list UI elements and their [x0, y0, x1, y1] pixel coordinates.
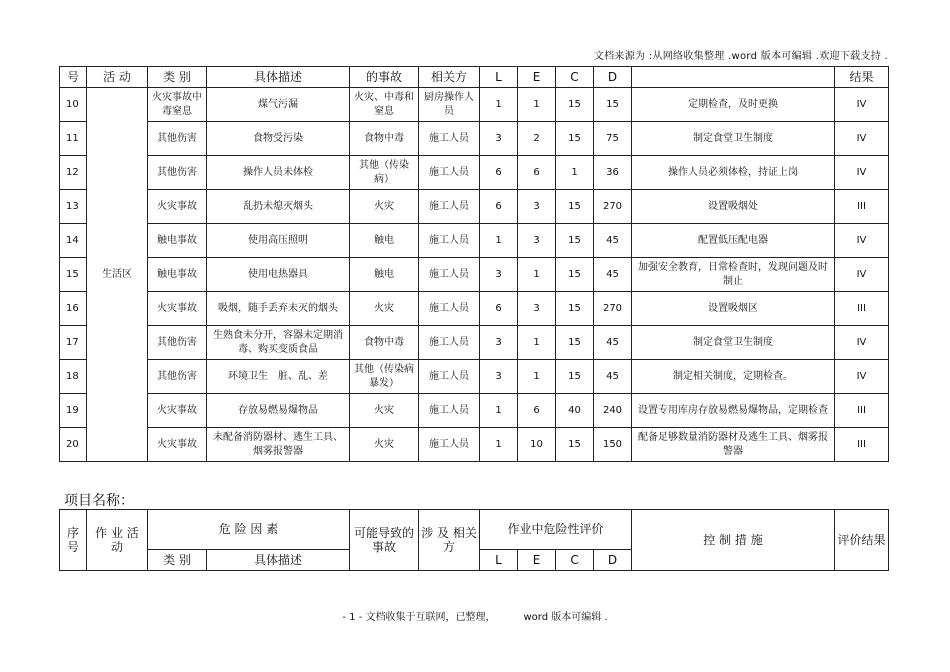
- cell-measures: 制定相关制度，定期检查。: [632, 360, 835, 394]
- cell-measures: 设置吸烟区: [632, 292, 835, 326]
- cell-related: 施工人员: [419, 394, 480, 428]
- footer-left: - 1 - 文档收集于互联网，已整理，: [342, 612, 496, 623]
- cell-D: 36: [594, 156, 632, 190]
- cell-E: 10: [518, 428, 556, 462]
- cell-C: 15: [556, 292, 594, 326]
- cell-result: IV: [835, 224, 889, 258]
- header-D: D: [594, 67, 632, 88]
- header-no: 号: [60, 67, 87, 88]
- table-row: [60, 360, 889, 394]
- cell-L: 1: [480, 88, 518, 122]
- cell-E: 3: [518, 292, 556, 326]
- header2-evaluation: 作业中危险性评价: [480, 510, 632, 550]
- cell-related: 施工人员: [419, 326, 480, 360]
- cell-related: 施工人员: [419, 122, 480, 156]
- cell-description: 乱扔未熄灭烟头: [207, 190, 350, 224]
- cell-related: 施工人员: [419, 190, 480, 224]
- cell-L: 3: [480, 122, 518, 156]
- cell-no: 14: [60, 224, 87, 258]
- source-note: 文档来源为 :从网络收集整理 .word 版本可编辑 .欢迎下载支持 .: [593, 51, 888, 62]
- table-row: [60, 224, 889, 258]
- cell-related: 施工人员: [419, 156, 480, 190]
- header-description: 具体描述: [207, 67, 350, 88]
- cell-no: 12: [60, 156, 87, 190]
- header-measures: [632, 67, 835, 88]
- cell-C: 15: [556, 88, 594, 122]
- cell-result: IV: [835, 326, 889, 360]
- cell-measures: 定期检查，及时更换: [632, 88, 835, 122]
- cell-E: 2: [518, 122, 556, 156]
- cell-no: 19: [60, 394, 87, 428]
- cell-related: 施工人员: [419, 292, 480, 326]
- cell-accident: 食物中毒: [350, 122, 419, 156]
- cell-no: 16: [60, 292, 87, 326]
- cell-E: 1: [518, 326, 556, 360]
- cell-no: 13: [60, 190, 87, 224]
- cell-accident: 火灾: [350, 190, 419, 224]
- cell-D: 45: [594, 258, 632, 292]
- header2-hazard: 危 险 因 素: [148, 510, 350, 550]
- cell-no: 18: [60, 360, 87, 394]
- header-C: C: [556, 67, 594, 88]
- cell-D: 45: [594, 224, 632, 258]
- cell-no: 10: [60, 88, 87, 122]
- cell-description: 吸烟，随手丢弃未灭的烟头: [207, 292, 350, 326]
- cell-E: 1: [518, 88, 556, 122]
- cell-measures: 设置吸烟处: [632, 190, 835, 224]
- cell-related: 施工人员: [419, 258, 480, 292]
- cell-result: III: [835, 394, 889, 428]
- cell-category: 火灾事故: [148, 292, 207, 326]
- cell-description: 煤气污漏: [207, 88, 350, 122]
- cell-C: 15: [556, 326, 594, 360]
- cell-measures: 制定食堂卫生制度: [632, 326, 835, 360]
- header2-description: 具体描述: [207, 549, 350, 570]
- cell-C: 15: [556, 190, 594, 224]
- cell-category: 其他伤害: [148, 122, 207, 156]
- cell-activity-area: 生活区: [87, 88, 148, 462]
- header-accident: 的事故: [350, 67, 419, 88]
- header2-related: 涉 及 相关方: [419, 510, 480, 571]
- page-footer: [0, 608, 950, 623]
- cell-C: 15: [556, 258, 594, 292]
- cell-category: 火灾事故中毒窒息: [148, 88, 207, 122]
- header-result: 结果: [835, 67, 889, 88]
- cell-measures: 制定食堂卫生制度: [632, 122, 835, 156]
- table-row: [60, 258, 889, 292]
- cell-category: 触电事故: [148, 224, 207, 258]
- table-row: [60, 190, 889, 224]
- header2-D: D: [594, 549, 632, 570]
- cell-description: 存放易燃易爆物品: [207, 394, 350, 428]
- cell-L: 6: [480, 190, 518, 224]
- cell-no: 11: [60, 122, 87, 156]
- cell-accident: 触电: [350, 258, 419, 292]
- cell-result: III: [835, 190, 889, 224]
- project-name-label: 项目名称：: [64, 493, 134, 509]
- cell-D: 240: [594, 394, 632, 428]
- cell-description: 食物受污染: [207, 122, 350, 156]
- cell-result: IV: [835, 258, 889, 292]
- cell-E: 1: [518, 258, 556, 292]
- header-L: L: [480, 67, 518, 88]
- header2-category: 类 别: [148, 549, 207, 570]
- cell-D: 270: [594, 292, 632, 326]
- cell-E: 6: [518, 156, 556, 190]
- cell-no: 17: [60, 326, 87, 360]
- cell-C: 15: [556, 360, 594, 394]
- footer-right: word 版本可编辑 .: [523, 612, 608, 623]
- cell-L: 3: [480, 360, 518, 394]
- cell-related: 厨房操作人员: [419, 88, 480, 122]
- cell-description: 使用电热器具: [207, 258, 350, 292]
- cell-description: 未配备消防器材、逃生工具、烟雾报警器: [207, 428, 350, 462]
- cell-C: 40: [556, 394, 594, 428]
- header-activity: 活 动: [87, 67, 148, 88]
- header-category: 类 别: [148, 67, 207, 88]
- cell-result: III: [835, 292, 889, 326]
- cell-accident: 火灾、中毒和窒息: [350, 88, 419, 122]
- cell-L: 1: [480, 428, 518, 462]
- cell-related: 施工人员: [419, 428, 480, 462]
- table-row: [60, 428, 889, 462]
- cell-E: 6: [518, 394, 556, 428]
- table-row: [60, 88, 889, 122]
- cell-result: IV: [835, 360, 889, 394]
- cell-category: 其他伤害: [148, 360, 207, 394]
- table-row: [60, 122, 889, 156]
- cell-description: 操作人员未体检: [207, 156, 350, 190]
- table-header-row: [60, 67, 889, 88]
- cell-description: 生熟食未分开，容器未定期消毒、购买变质食品: [207, 326, 350, 360]
- cell-D: 45: [594, 326, 632, 360]
- cell-result: III: [835, 428, 889, 462]
- cell-category: 触电事故: [148, 258, 207, 292]
- cell-E: 3: [518, 190, 556, 224]
- cell-measures: 配备足够数量消防器材及逃生工具、烟雾报警器: [632, 428, 835, 462]
- cell-accident: 火灾: [350, 394, 419, 428]
- cell-L: 3: [480, 326, 518, 360]
- cell-L: 1: [480, 394, 518, 428]
- table-row: [60, 326, 889, 360]
- cell-accident: 其他（传染病）: [350, 156, 419, 190]
- table-row: [60, 156, 889, 190]
- header-E: E: [518, 67, 556, 88]
- cell-result: IV: [835, 156, 889, 190]
- cell-no: 20: [60, 428, 87, 462]
- cell-E: 3: [518, 224, 556, 258]
- cell-result: IV: [835, 122, 889, 156]
- cell-accident: 触电: [350, 224, 419, 258]
- table-row: [60, 292, 889, 326]
- cell-description: 使用高压照明: [207, 224, 350, 258]
- cell-category: 火灾事故: [148, 428, 207, 462]
- cell-description: 环境卫生 脏、乱、差: [207, 360, 350, 394]
- cell-accident: 食物中毒: [350, 326, 419, 360]
- cell-measures: 操作人员必须体检，持证上岗: [632, 156, 835, 190]
- cell-D: 45: [594, 360, 632, 394]
- cell-L: 1: [480, 224, 518, 258]
- cell-no: 15: [60, 258, 87, 292]
- cell-C: 1: [556, 156, 594, 190]
- cell-measures: 设置专用库房存放易燃易爆物品，定期检查: [632, 394, 835, 428]
- cell-C: 15: [556, 122, 594, 156]
- cell-accident: 其他（传染病暴发）: [350, 360, 419, 394]
- cell-D: 15: [594, 88, 632, 122]
- cell-C: 15: [556, 428, 594, 462]
- cell-related: 施工人员: [419, 224, 480, 258]
- header2-C: C: [556, 549, 594, 570]
- header2-no: 序号: [60, 510, 87, 571]
- cell-related: 施工人员: [419, 360, 480, 394]
- header2-activity: 作 业 活 动: [87, 510, 148, 571]
- cell-accident: 火灾: [350, 292, 419, 326]
- cell-D: 150: [594, 428, 632, 462]
- cell-L: 3: [480, 258, 518, 292]
- cell-category: 火灾事故: [148, 394, 207, 428]
- cell-result: IV: [835, 88, 889, 122]
- header2-result: 评价结果: [835, 510, 889, 571]
- table-row: [60, 394, 889, 428]
- cell-category: 火灾事故: [148, 190, 207, 224]
- header2-accident: 可能导致的事故: [350, 510, 419, 571]
- hazard-table-header: [59, 509, 889, 571]
- cell-L: 6: [480, 292, 518, 326]
- header2-measures: 控 制 措 施: [632, 510, 835, 571]
- cell-measures: 加强安全教育，日常检查时，发现问题及时制止: [632, 258, 835, 292]
- cell-E: 1: [518, 360, 556, 394]
- cell-category: 其他伤害: [148, 326, 207, 360]
- cell-accident: 火灾: [350, 428, 419, 462]
- cell-measures: 配置低压配电器: [632, 224, 835, 258]
- cell-D: 270: [594, 190, 632, 224]
- cell-C: 15: [556, 224, 594, 258]
- cell-category: 其他伤害: [148, 156, 207, 190]
- cell-D: 75: [594, 122, 632, 156]
- cell-L: 6: [480, 156, 518, 190]
- hazard-table: [59, 66, 889, 462]
- header2-L: L: [480, 549, 518, 570]
- header2-E: E: [518, 549, 556, 570]
- header-related: 相关方: [419, 67, 480, 88]
